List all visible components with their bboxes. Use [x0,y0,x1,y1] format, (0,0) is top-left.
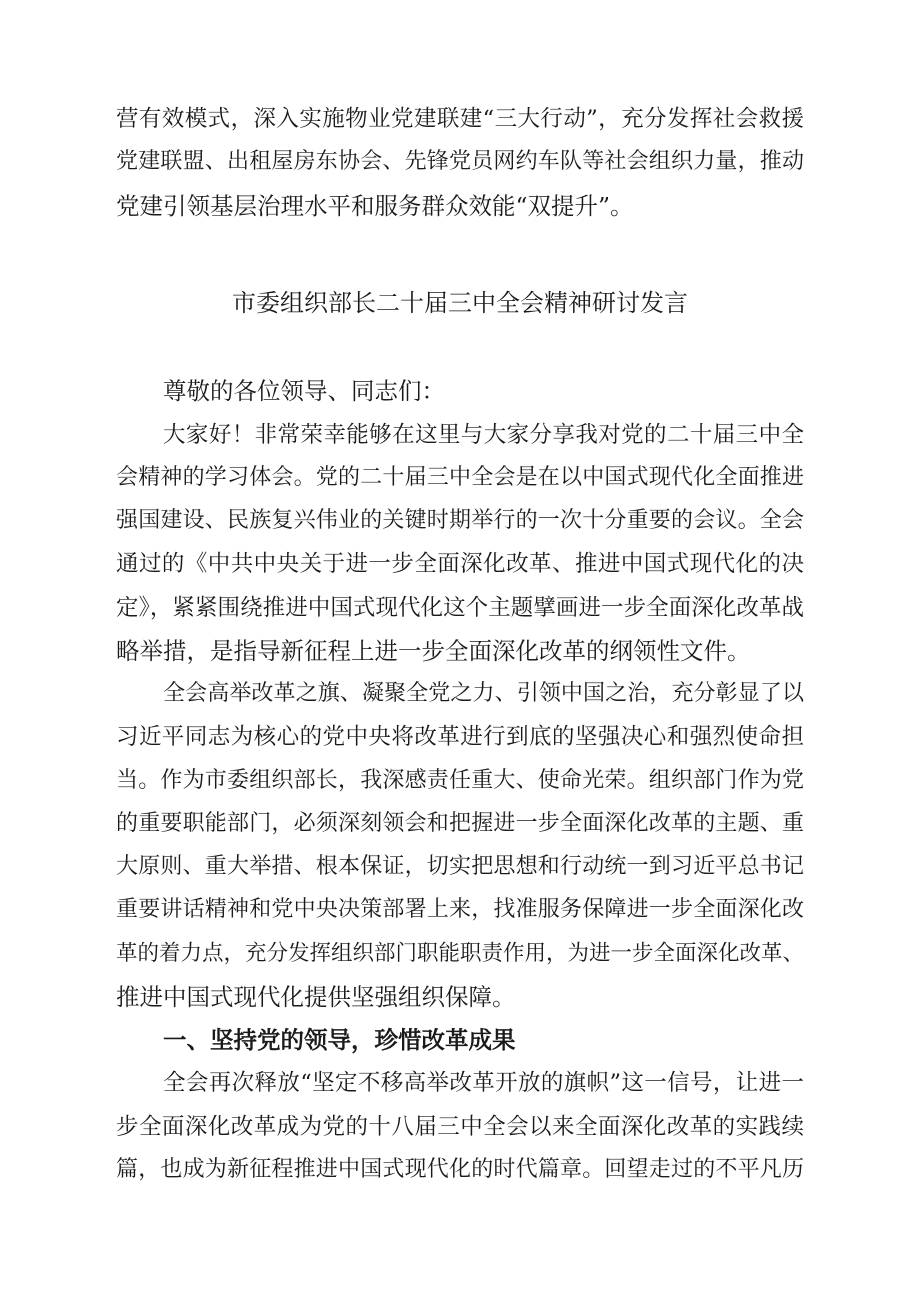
text-line: 大原则、重大举措、根本保证，切实把思想和行动统一到习近平总书记 [116,854,804,879]
section-heading: 一、坚持党的领导，珍惜改革成果 [163,1026,516,1054]
text-line: 营有效模式，深入实施物业党建联建“三大行动”，充分发挥社会救援 [116,106,804,132]
text-line: 重要讲话精神和党中央决策部署上来，找准服务保障进一步全面深化改 [116,897,804,922]
text-line: 党建引领基层治理水平和服务群众效能“双提升”。 [116,192,634,220]
text-line: 全会高举改革之旗、凝聚全党之力、引领中国之治，充分彰显了以 [163,681,804,706]
text-line: 步全面深化改革成为党的十八届三中全会以来全面深化改革的实践续 [116,1114,804,1140]
text-line: 当。作为市委组织部长，我深感责任重大、使命光荣。组织部门作为党 [116,768,804,793]
text-line: 通过的《中共中央关于进一步全面深化改革、推进中国式现代化的决 [116,551,804,577]
salutation: 尊敬的各位领导、同志们： [163,377,445,405]
text-line: 大家好！非常荣幸能够在这里与大家分享我对党的二十届三中全 [163,422,804,448]
text-line: 全会再次释放“坚定不移高举改革开放的旗帜”这一信号，让进一 [163,1070,804,1096]
text-line: 强国建设、民族复兴伟业的关键时期举行的一次十分重要的会议。全会 [116,508,804,533]
text-line: 篇，也成为新征程推进中国式现代化的时代篇章。回望走过的不平凡历 [116,1157,804,1182]
text-line: 习近平同志为核心的党中央将改革进行到底的坚强决心和强烈使命担 [116,724,804,750]
text-line: 略举措，是指导新征程上进一步全面深化改革的纲领性文件。 [116,637,751,665]
text-line: 党建联盟、出租屋房东协会、先锋党员网约车队等社会组织力量，推动 [116,149,804,174]
text-line: 定》，紧紧围绕推进中国式现代化这个主题擘画进一步全面深化改革战 [116,595,804,621]
text-line: 革的着力点，充分发挥组织部门职能职责作用，为进一步全面深化改革、 [116,941,805,966]
document-title: 市委组织部长二十届三中全会精神研讨发言 [232,289,688,317]
text-line: 推进中国式现代化提供坚强组织保障。 [116,983,516,1011]
text-line: 会精神的学习体会。党的二十届三中全会是在以中国式现代化全面推进 [116,465,804,490]
text-line: 的重要职能部门，必须深刻领会和把握进一步全面深化改革的主题、重 [116,811,804,836]
